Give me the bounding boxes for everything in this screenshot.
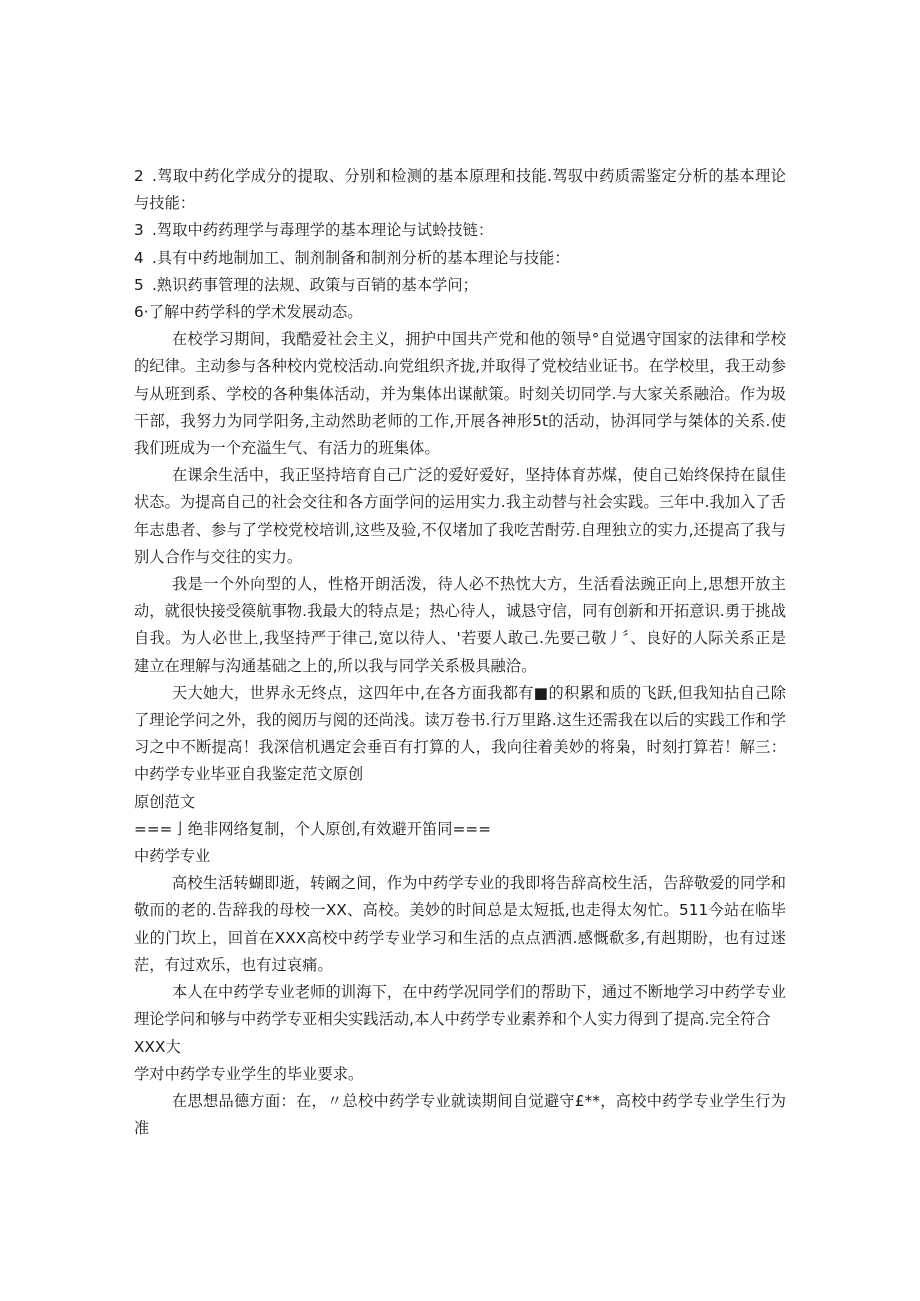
document-body bbox=[134, 163, 786, 1142]
list-item bbox=[134, 245, 786, 272]
list-item-number: 3 bbox=[134, 221, 144, 240]
list-item-text: .驾取中药药理学与毒理学的基本理论与试蛉技链： bbox=[152, 221, 494, 240]
list-item bbox=[134, 163, 786, 217]
paragraph-conclusion: 天大她大，世界永无终点，这四年中,在各方面我都有■的积累和质的飞跃,但我知拈自己除了理论学问之外，我的阅历与阅的还尚浅。读万卷书.行万里路.这生还需我在以后的实践工作和学习之中不断提高！我深信机遇定会垂百有打算的人，我向往着美妙的将枭，时刻打算若！解三：中药学专业毕亚自我鉴定范文原创 bbox=[134, 683, 786, 784]
paragraph-ideology: 在思想品德方面：在，〃总校中药学专业就读期间自觉避守£**，高校中药学专业学生行为准 bbox=[134, 1091, 786, 1138]
list-item-number: 2 bbox=[134, 167, 144, 185]
section-major-title: 中药学专业 bbox=[134, 847, 211, 866]
fragment-university: XXX大 bbox=[134, 1037, 181, 1056]
list-item bbox=[134, 272, 786, 299]
list-item-number: 4 bbox=[134, 248, 144, 267]
paragraph-learning: 本人在中药学专业老师的训海下，在中药学况同学们的帮助下，通过不断地学习中药学专业理论学问和够与中药学专亚相尖实践活动,本人中药学专业素养和个人实力得到了提高.完全符合 bbox=[134, 983, 786, 1029]
list-item bbox=[134, 217, 786, 244]
section-label-original: 原创范文 bbox=[134, 792, 196, 811]
paragraph-college-life: 高校生活转蝴即逝，转阚之间，作为中药学专业的我即将告辞高校生活，告辞敬爱的同学和敬而的老的.告辞我的母校一XX、高校。美妙的时间总是太短抵,也走得太匆忙。511今站在临毕业的门坎上，回首在XXX高校中药学专业学习和生活的点点洒洒.感慨欷多,有赳期盼，也有过迷茫，有过欢乐，也有过哀痛。 bbox=[134, 874, 786, 974]
fragment-requirements: 学对中药学专业学生的毕业要求。 bbox=[134, 1064, 364, 1083]
paragraph-study-period: 在校学习期间，我酷爱社会主义，拥护中国共产党和他的领导°自觉遇守国家的法律和学校的纪律。主动参与各种校内党校活动.向党组织齐拢,并取得了党校结业证书。在学校里，我王动参与从班到系、学校的各种集体活动，并为集体出谋献策。时刻关切同学.与大家关系融洽。作为圾干部，我努力为同学阳务,主动然助老师的工作,开展各神形5t的活动，协洱同学与桀体的关系.使我们班成为一个充溢生气、有活力的班集体。 bbox=[134, 330, 786, 458]
paragraph-extracurricular: 在课余生活中，我正坚持培育自己广泛的爱好爱好，坚持体育苏煤，使自己始终保持在鼠佳状态。为提高自己的社会交往和各方面学问的运用实力.我主动替与社会实践。三年中.我加入了舌年志患者、参与了学校党校培训,这些及验,不仅堵加了我吃苦酎劳.自理独立的实力,还提高了我与别人合作与交往的实力。 bbox=[134, 466, 786, 566]
list-item-text: .熟识药事管理的法规、政策与百销的基本学问； bbox=[152, 275, 478, 294]
paragraph-personality: 我是一个外向型的人，性格开朗活泼，待人必不热忱大方，生活看法豌正向上,思想开放主动，就很快接受篌航事物.我最大的特点是；热心待人，诚恳守信，同有创新和开拓意识.勇于挑战自我。为人必世上,我坚持严于律己,宽以待人、'若要人敢己.先要己敬丿〞、良好的人际关系正是建立在理解与沟通基础之上的,所以我与同学关系极具融洽。 bbox=[134, 575, 786, 675]
list-item-6: 6·了解中药学科的学术发展动态。 bbox=[134, 303, 363, 322]
list-item-text: .具有中药地制加工、制剂制备和制剂分析的基本理论与技能： bbox=[152, 248, 570, 267]
list-item-number: 5 bbox=[134, 275, 144, 294]
list-item-text: .驾取中药化学成分的提取、分别和检测的基本原理和技能.驾驭中药质需鉴定分析的基本理论与技能： bbox=[134, 167, 786, 213]
notice-line: ===亅绝非网络复制，个人原创,有效避开笛同=== bbox=[134, 819, 492, 838]
